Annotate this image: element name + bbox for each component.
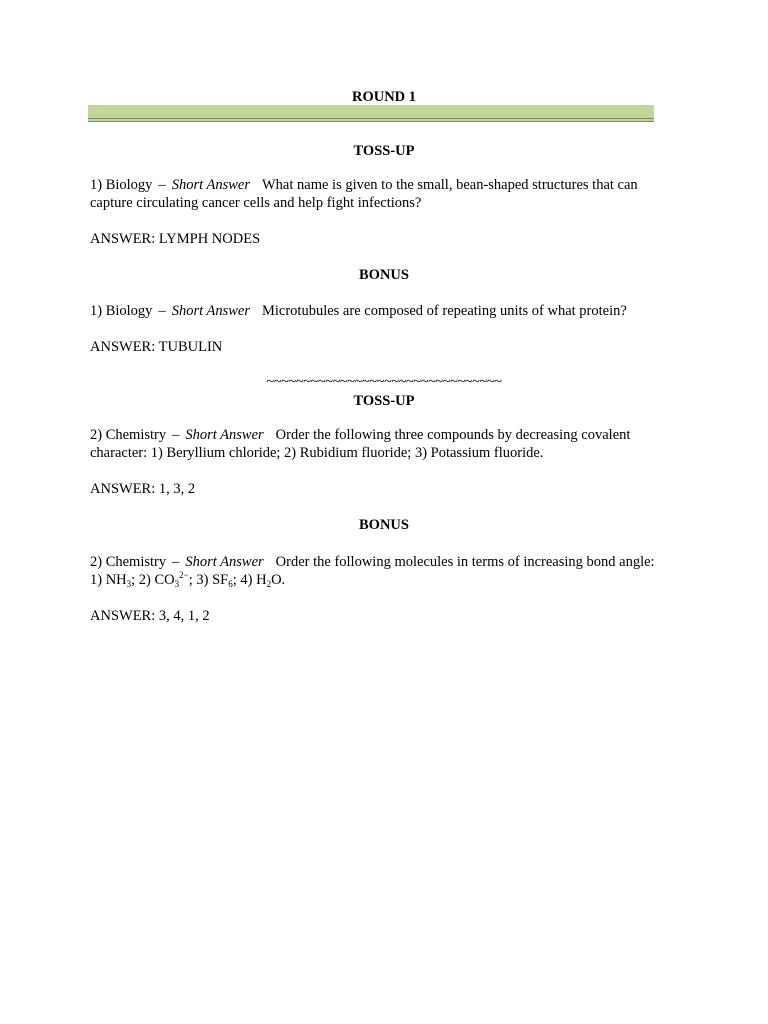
- subject-dash: –: [172, 427, 180, 443]
- subject-dash: –: [158, 177, 166, 193]
- question-type: Short Answer: [185, 427, 264, 443]
- bonus-question-1: [90, 302, 670, 320]
- tossup-answer-1: ANSWER: LYMPH NODES: [90, 231, 261, 247]
- subscript: 3: [126, 579, 132, 589]
- question-number-subject: 1) Biology: [90, 177, 153, 193]
- tossup-heading-2: TOSS-UP: [353, 393, 415, 409]
- question-number-subject: 1) Biology: [90, 303, 153, 319]
- tossup-answer-2: ANSWER: 1, 3, 2: [90, 481, 196, 497]
- question-text-part: O.: [271, 572, 286, 588]
- bonus-answer-2: ANSWER: 3, 4, 1, 2: [90, 608, 210, 624]
- subject-dash: –: [158, 303, 166, 319]
- question-number-subject: 2) Chemistry: [90, 554, 167, 570]
- question-number-subject: 2) Chemistry: [90, 427, 167, 443]
- bonus-question-2: [90, 553, 670, 589]
- question-text: Order the following three compounds by decreasing covalent character: 1) Beryllium chloride; 2) Rubidium fluoride; 3) Potassium fluoride.: [90, 427, 631, 461]
- subject-dash: –: [172, 554, 180, 570]
- subscript: 3: [174, 579, 180, 589]
- question-text: What name is given to the small, bean-shaped structures that can capture circulating cancer cells and help fight infections?: [90, 177, 638, 211]
- tossup-question-1: [90, 176, 670, 212]
- tossup-heading-1: TOSS-UP: [353, 143, 415, 159]
- question-text-part: ; 2) CO: [131, 572, 175, 588]
- question-type: Short Answer: [171, 303, 250, 319]
- bonus-answer-1: ANSWER: TUBULIN: [90, 339, 223, 355]
- question-text-intro: Order the following molecules in terms of increasing bond angle: 1) NH: [90, 554, 655, 588]
- round-title: ROUND 1: [351, 89, 417, 105]
- round-title-band: [88, 105, 654, 122]
- question-text-part: ; 4) H: [232, 572, 267, 588]
- bonus-heading-1: BONUS: [359, 267, 409, 283]
- tossup-question-2: [90, 426, 670, 462]
- question-divider: ~~~~~~~~~~~~~~~~~~~~~~~~~~~~~~~~: [266, 374, 502, 390]
- bonus-heading-2: BONUS: [359, 517, 409, 533]
- subscript: 2: [266, 579, 272, 589]
- superscript: 2−: [179, 570, 189, 580]
- question-text: Microtubules are composed of repeating units of what protein?: [261, 303, 627, 319]
- question-type: Short Answer: [185, 554, 264, 570]
- question-text-part: ; 3) SF: [188, 572, 229, 588]
- subscript: 6: [228, 579, 233, 589]
- question-type: Short Answer: [171, 177, 250, 193]
